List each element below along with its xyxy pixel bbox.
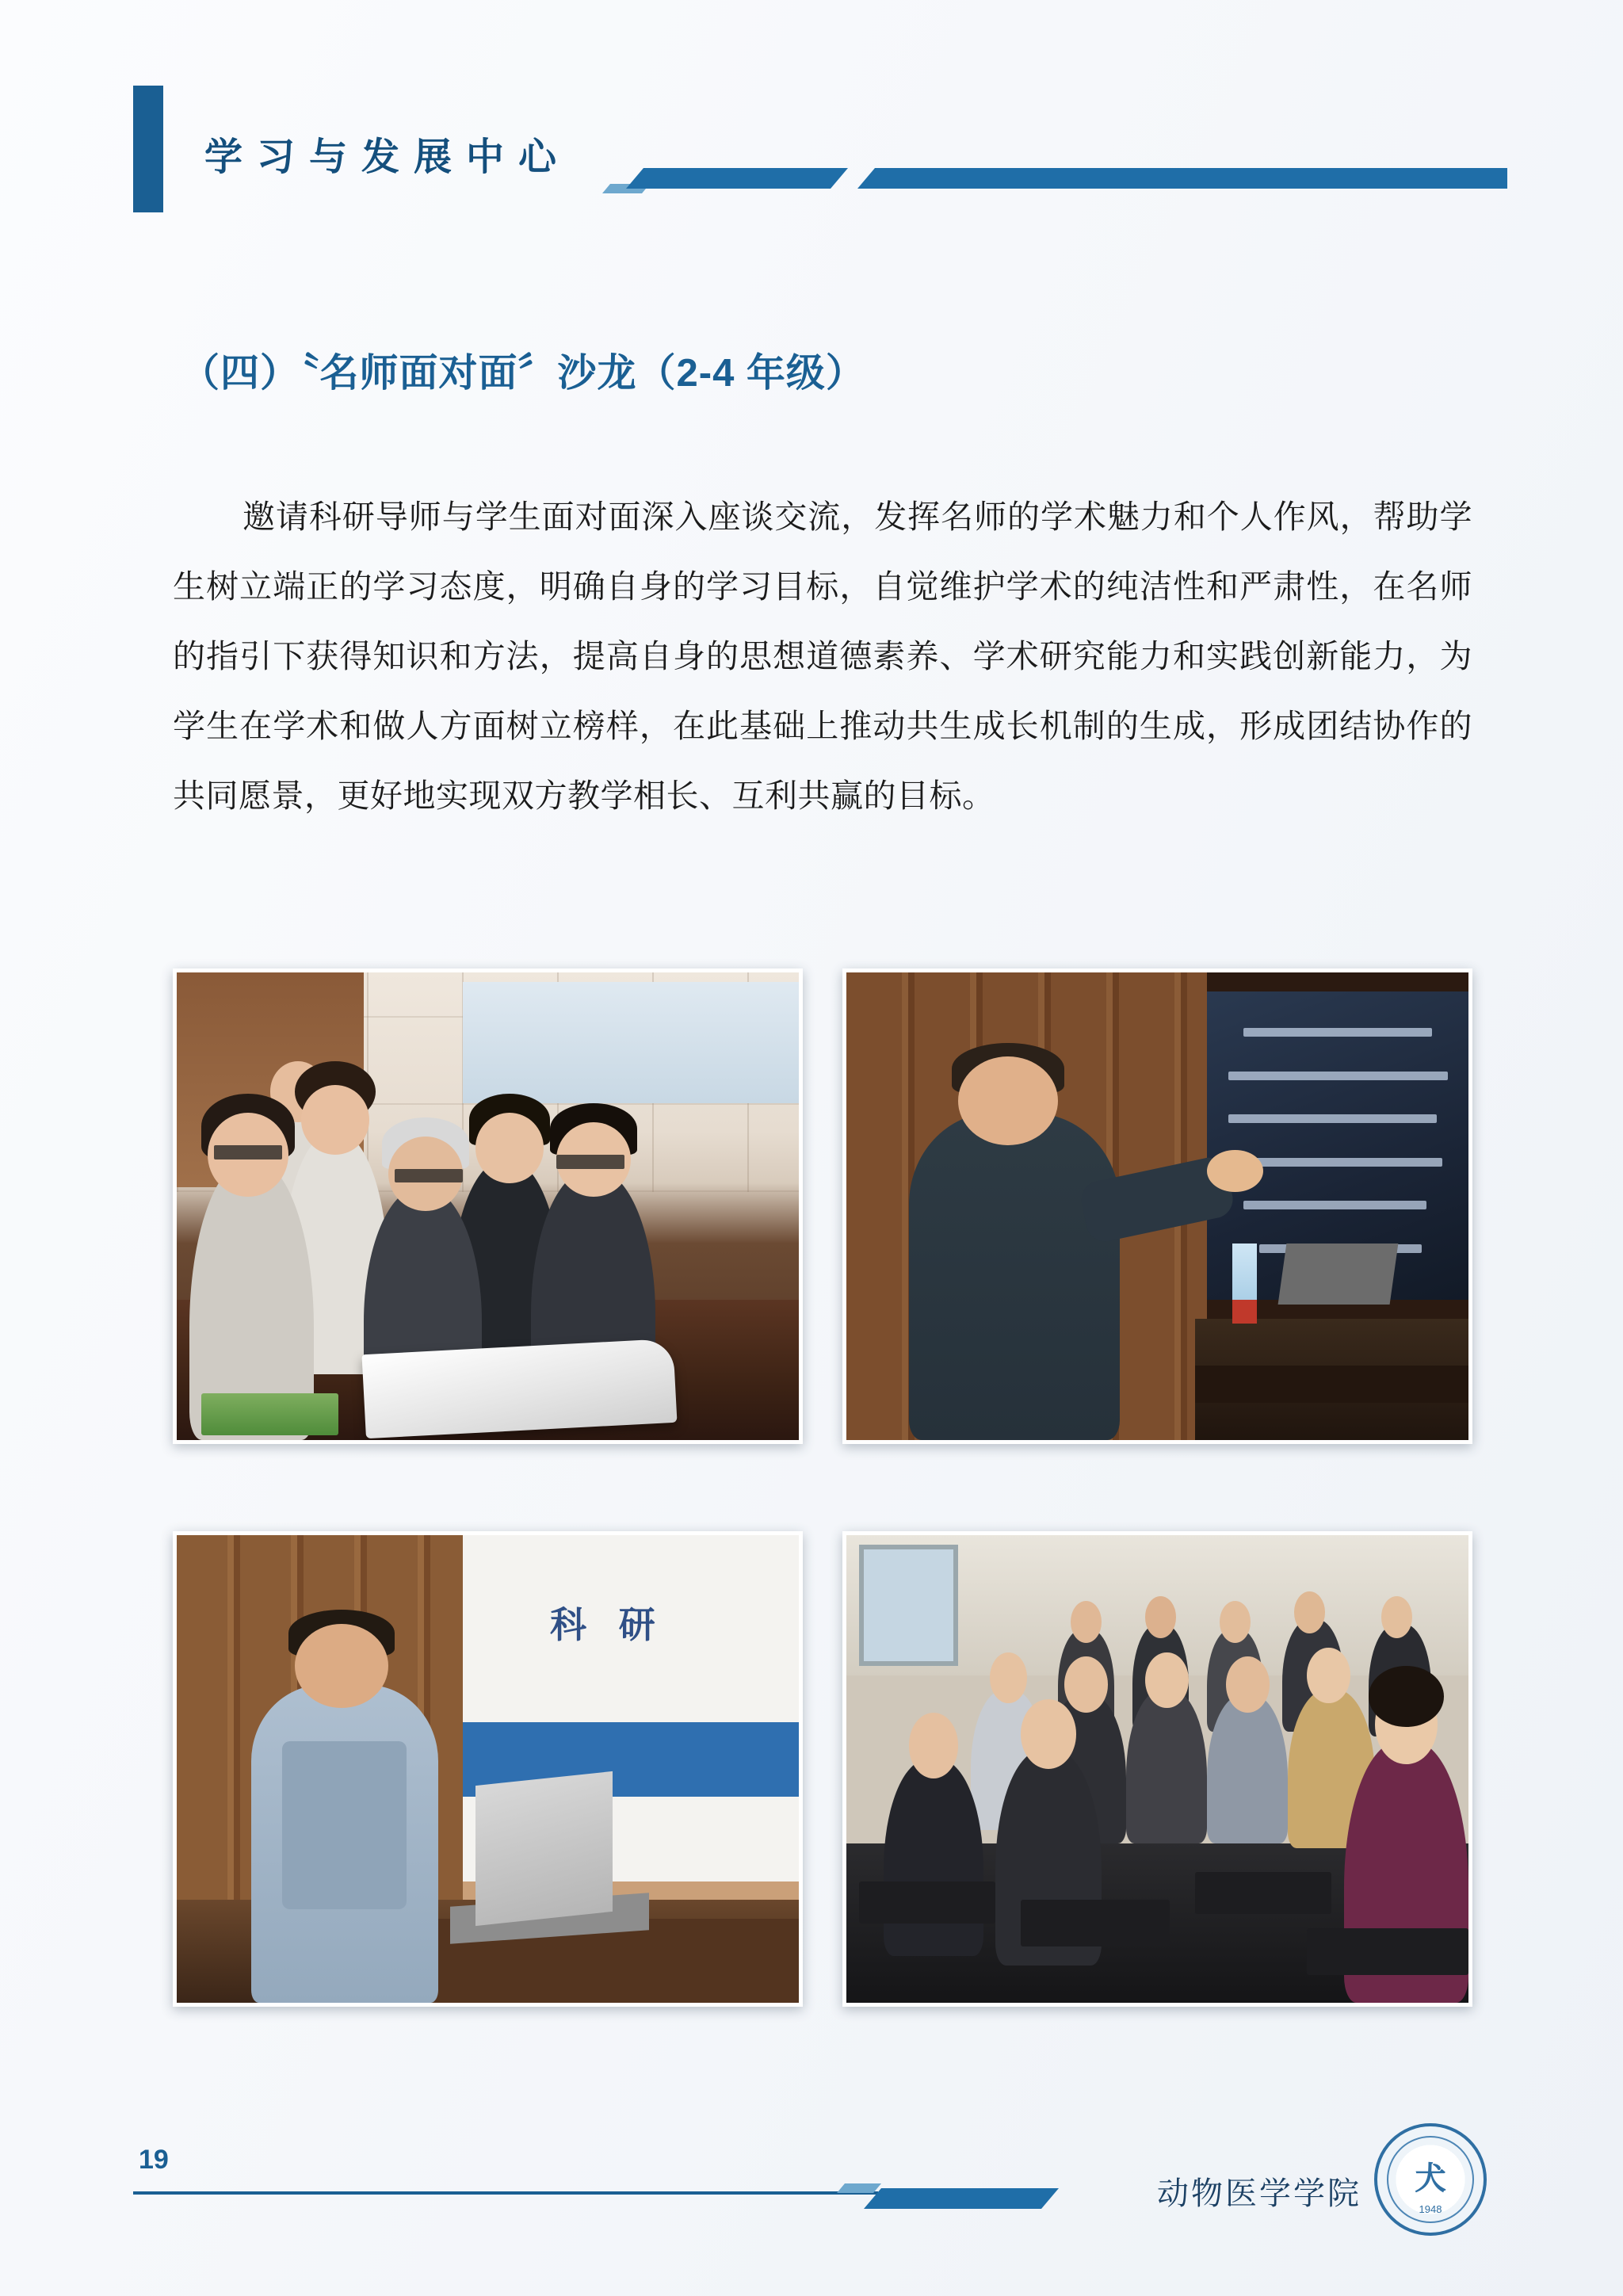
school-logo [1374, 2123, 1487, 2236]
section-paragraph: 邀请科研导师与学生面对面深入座谈交流，发挥名师的学术魅力和个人作风，帮助学生树立端正的学习态度，明确自身的学习目标，自觉维护学术的纯洁性和严肃性，在名师的指引下获得知识和方法，提高自身的思想道德素养、学术研究能力和实践创新能力，为学生在学术和做人方面树立榜样，在此基础上推动共生成长机制的生成，形成团结协作的共同愿景，更好地实现双方教学相长、互利共赢的目标。 [173, 499, 1472, 814]
header-stripe-long [857, 168, 1507, 189]
page-header [0, 0, 1623, 262]
footer-stripe-mid [864, 2188, 1059, 2209]
header-accent-bar [133, 86, 163, 212]
logo-glyph: 犬 [1415, 2161, 1446, 2196]
photo-speaker-at-podium [173, 1531, 803, 2007]
header-stripe-mid [626, 168, 848, 189]
header-title: 学习与发展中心 [204, 136, 571, 178]
footer-organization: 动物医学学院 [1157, 2176, 1361, 2211]
logo-year: 1948 [1419, 2203, 1442, 2215]
photo-student-audience [842, 1531, 1472, 2007]
photo3-backdrop-text: 科 研 [550, 1603, 666, 1645]
photo-professor-lecturing [842, 968, 1472, 1444]
photo-mentor-with-students [173, 968, 803, 1444]
photo-grid [173, 968, 1472, 2023]
page-footer [0, 2106, 1623, 2296]
section-heading: （四）〝名师面对面〞沙龙（2-4 年级） [181, 352, 865, 395]
page-number: 19 [139, 2145, 169, 2175]
footer-rule [133, 2191, 878, 2195]
